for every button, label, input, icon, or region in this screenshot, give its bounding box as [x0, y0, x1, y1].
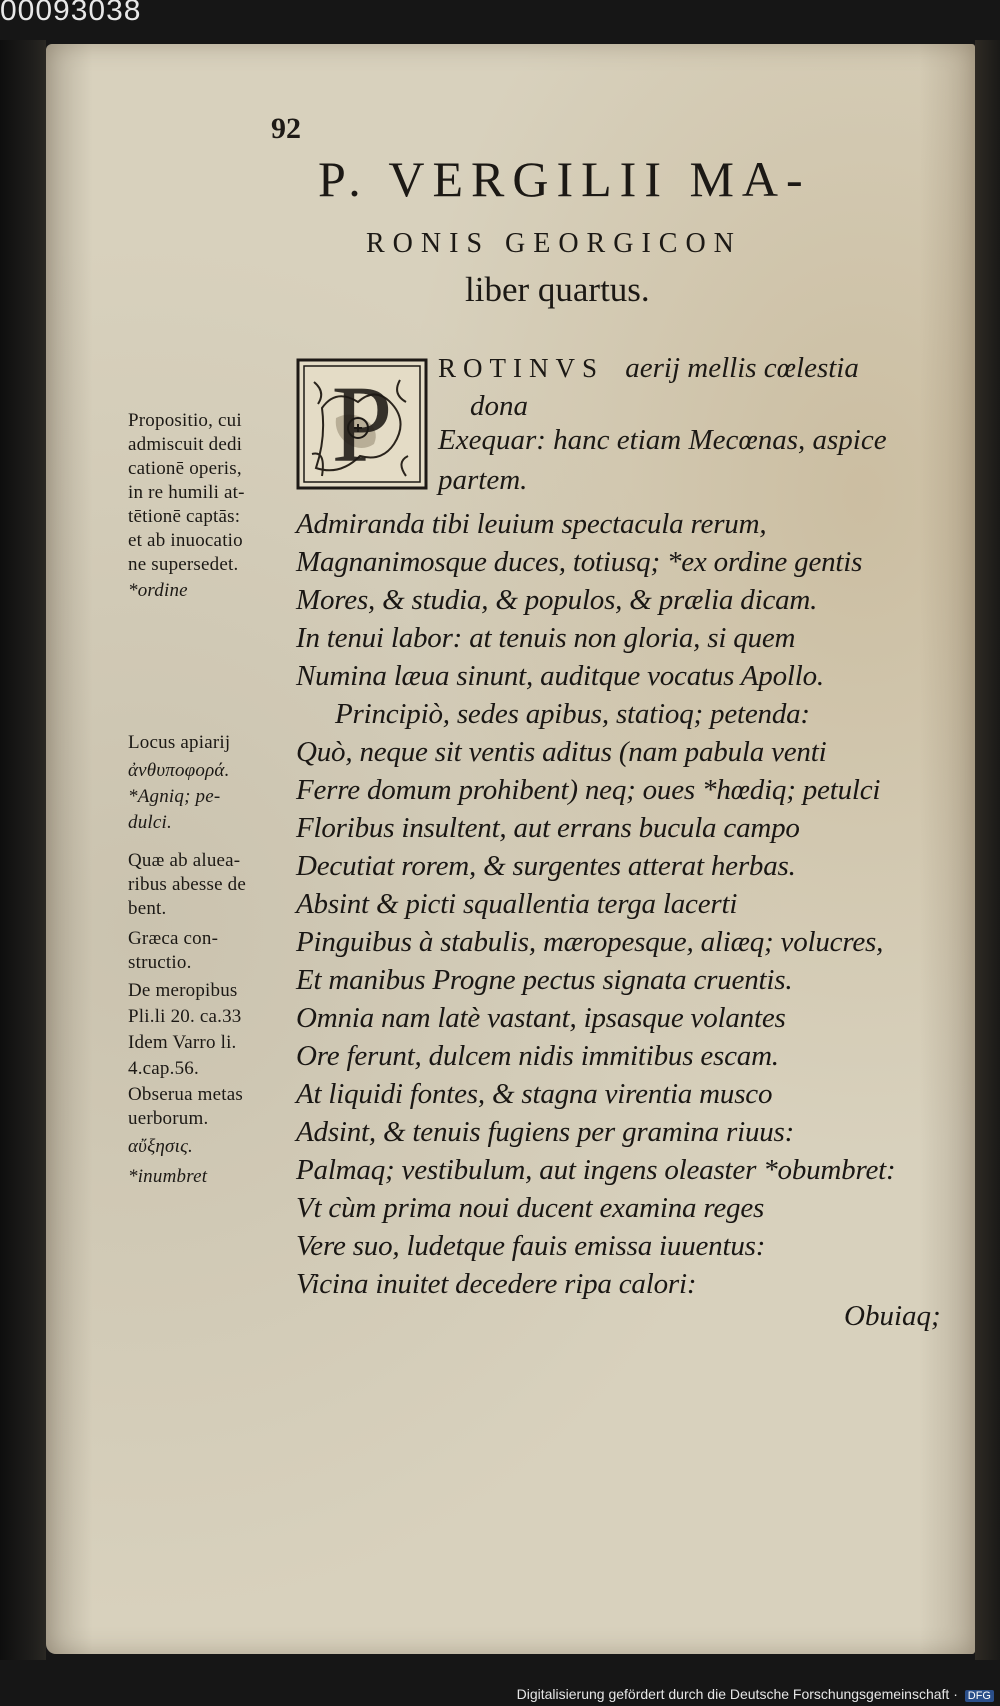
- title-line-1: P. VERGILII MA-: [318, 151, 811, 207]
- margin-note: Græca con-: [128, 928, 219, 949]
- verse-line: Omnia nam latè vastant, ipsasque volantes: [296, 1002, 786, 1034]
- title-line-3: liber quartus.: [465, 270, 650, 309]
- page-number: 92: [271, 112, 301, 145]
- dfg-logo-icon: DFG: [965, 1690, 994, 1702]
- verse-line: Vicina inuitet decedere ripa calori:: [296, 1268, 697, 1300]
- verse-line: At liquidi fontes, & stagna virentia musco: [296, 1078, 773, 1110]
- title-line-2: RONIS GEORGICON: [366, 228, 742, 259]
- initial-letter: P: [331, 363, 393, 485]
- verse-line: Adsint, & tenuis fugiens per gramina riuus:: [296, 1116, 795, 1148]
- margin-note: De meropibus: [128, 980, 238, 1001]
- verse-line: Vere suo, ludetque fauis emissa iuuentus:: [296, 1230, 766, 1262]
- margin-note: *inumbret: [128, 1166, 208, 1187]
- verse-line: Decutiat rorem, & surgentes atterat herbas.: [296, 850, 796, 882]
- margin-note: bent.: [128, 898, 167, 919]
- verse-line: Ore ferunt, dulcem nidis immitibus escam.: [296, 1040, 779, 1072]
- margin-note: cationē operis,: [128, 458, 242, 479]
- verse-line: Vt cùm prima noui ducent examina reges: [296, 1192, 765, 1224]
- verse-line: Ferre domum prohibent) neq; oues *hœdiq; petulci: [296, 774, 881, 806]
- verse-line: Et manibus Progne pectus signata cruentis.: [296, 964, 793, 996]
- margin-note: uerborum.: [128, 1108, 209, 1129]
- scan-edge-right: [975, 40, 1000, 1660]
- scan-edge-left: [0, 40, 46, 1660]
- margin-note: Obserua metas: [128, 1084, 243, 1105]
- margin-note: Locus apiarij: [128, 732, 231, 753]
- margin-note: Quæ ab aluea-: [128, 850, 241, 871]
- verse-line: Magnanimosque duces, totiusq; *ex ordine gentis: [296, 546, 863, 578]
- catchword: Obuiaq;: [844, 1300, 941, 1332]
- verse-line: Admiranda tibi leuium spectacula rerum,: [296, 508, 767, 540]
- margin-note: ne supersedet.: [128, 554, 239, 575]
- margin-note: structio.: [128, 952, 192, 973]
- credit-text: Digitalisierung gefördert durch die Deutsche Forschungsgemeinschaft ·: [516, 1686, 958, 1702]
- margin-note: dulci.: [128, 812, 172, 833]
- margin-note: *ordine: [128, 580, 188, 601]
- decorated-initial: [296, 358, 428, 490]
- opening-line-1: [438, 352, 859, 385]
- verse-line: Pinguibus à stabulis, mæropesque, aliæq; volucres,: [296, 926, 884, 958]
- verse-line: Absint & picti squallentia terga lacerti: [296, 888, 738, 920]
- verse-line: Mores, & studia, & populos, & prælia dicam.: [296, 584, 818, 616]
- margin-note: ribus abesse de: [128, 874, 247, 895]
- margin-note: Idem Varro li.: [128, 1032, 237, 1053]
- opening-caps: ROTINVS: [438, 353, 605, 383]
- verse-line: Floribus insultent, aut errans bucula campo: [296, 812, 800, 844]
- verse-line: Principiò, sedes apibus, statioq; petenda:: [335, 698, 810, 730]
- margin-note: Pli.li 20. ca.33: [128, 1006, 242, 1027]
- margin-note: Propositio, cui: [128, 410, 242, 431]
- opening-line-1-rest: aerij mellis cœlestia: [625, 352, 859, 384]
- scan-id: 00093038: [0, 0, 142, 27]
- margin-note: 4.cap.56.: [128, 1058, 199, 1079]
- margin-note: admiscuit dedi: [128, 434, 243, 455]
- opening-line-4: partem.: [438, 464, 528, 496]
- margin-note: tētionē captās:: [128, 506, 241, 527]
- verse-line: In tenui labor: at tenuis non gloria, si quem: [296, 622, 796, 654]
- margin-note: ἀνθυποφορά.: [128, 760, 230, 781]
- margin-note: αὔξησις.: [128, 1136, 193, 1157]
- verse-line: Numina læua sinunt, auditque vocatus Apollo.: [296, 660, 824, 692]
- verse-line: Quò, neque sit ventis aditus (nam pabula venti: [296, 736, 827, 768]
- margin-note: in re humili at-: [128, 482, 245, 503]
- opening-line-3: Exequar: hanc etiam Mecœnas, aspice: [438, 424, 887, 456]
- digitization-credit: [517, 1686, 994, 1702]
- margin-note: et ab inuocatio: [128, 530, 243, 551]
- margin-note: *Agniq; pe-: [128, 786, 221, 807]
- opening-line-2: dona: [470, 390, 528, 422]
- verse-line: Palmaq; vestibulum, aut ingens oleaster *obumbret:: [296, 1154, 896, 1186]
